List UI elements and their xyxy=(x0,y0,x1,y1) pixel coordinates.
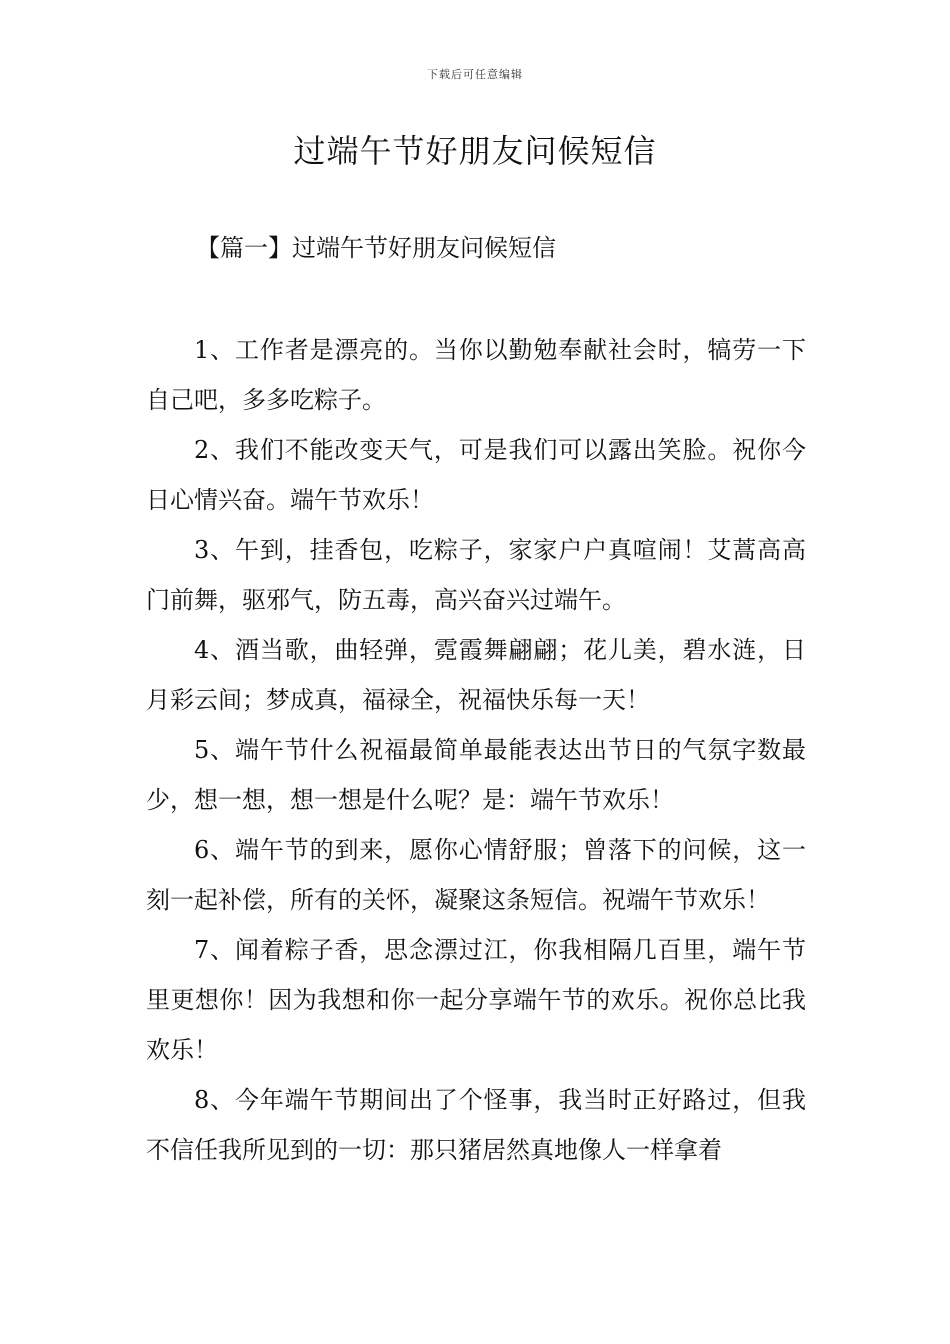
paragraph-4: 4、酒当歌，曲轻弹，霓霞舞翩翩；花儿美，碧水涟，日月彩云间；梦成真，福禄全，祝福快乐每一天！ xyxy=(146,636,806,714)
paragraph-1: 1、工作者是漂亮的。当你以勤勉奉献社会时，犒劳一下自己吧，多多吃粽子。 xyxy=(146,336,806,414)
header-note: 下载后可任意编辑 xyxy=(427,68,523,81)
paragraph-6: 6、端午节的到来，愿你心情舒服；曾落下的问候，这一刻一起补偿，所有的关怀，凝聚这条短信。祝端午节欢乐！ xyxy=(146,836,806,914)
paragraph-7: 7、闻着粽子香，思念漂过江，你我相隔几百里，端午节里更想你！因为我想和你一起分享端午节的欢乐。祝你总比我欢乐！ xyxy=(146,936,806,1064)
paragraph-5: 5、端午节什么祝福最简单最能表达出节日的气氛字数最少，想一想，想一想是什么呢？是：端午节欢乐！ xyxy=(146,736,806,814)
section-heading: 【篇一】过端午节好朋友问候短信 xyxy=(196,234,556,262)
body-text xyxy=(146,325,806,1175)
paragraph-2: 2、我们不能改变天气，可是我们可以露出笑脸。祝你今日心情兴奋。端午节欢乐！ xyxy=(146,436,806,514)
paragraph-3: 3、午到，挂香包，吃粽子，家家户户真喧闹！艾蒿高高门前舞，驱邪气，防五毒，高兴奋兴过端午。 xyxy=(146,536,806,614)
document-title: 过端午节好朋友问候短信 xyxy=(293,132,657,170)
paragraph-8: 8、今年端午节期间出了个怪事，我当时正好路过，但我不信任我所见到的一切：那只猪居然真地像人一样拿着 xyxy=(146,1086,806,1164)
